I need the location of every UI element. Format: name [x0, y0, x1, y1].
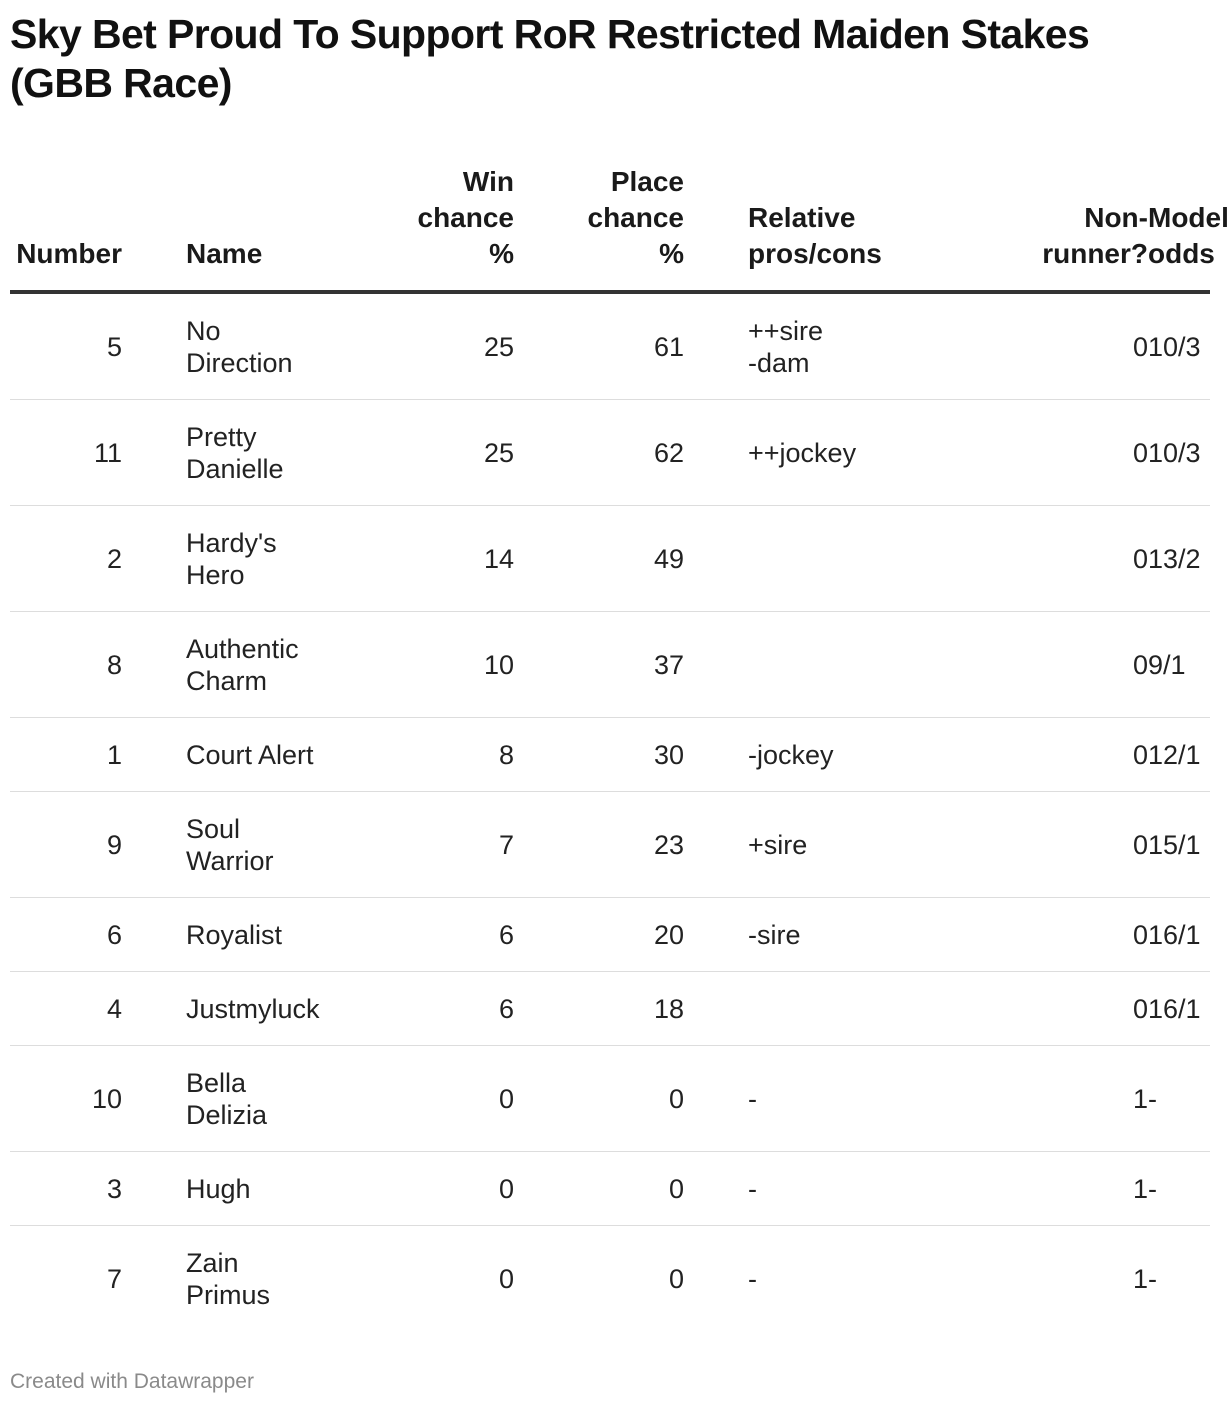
cell-place-chance: 0 [668, 1263, 684, 1294]
header-non-runner: Non- runner? [920, 164, 1148, 292]
cell-non-runner: 0 [920, 506, 1148, 612]
cell-pros-cons [748, 612, 920, 718]
cell-model-odds: 15/1 [1148, 792, 1210, 898]
cell-place-chance: 18 [514, 972, 684, 1046]
header-name: Name [186, 164, 344, 292]
cell-place-chance: 61 [514, 292, 684, 400]
table-row [10, 792, 1210, 898]
cell-number: 3 [10, 1152, 122, 1226]
cell-name: Bella Delizia [186, 1046, 344, 1152]
cell-pros-cons: +sire [748, 792, 920, 898]
cell-number: 7 [106, 1263, 122, 1294]
cell-non-runner: 0 [920, 718, 1148, 792]
header-model-odds: Model odds [1148, 164, 1210, 292]
cell-place-chance: 0 [514, 1046, 684, 1152]
cell-name: Hugh [186, 1152, 344, 1226]
cell-non-runner: 0 [920, 612, 1148, 718]
cell-number: 5 [10, 292, 122, 400]
table-row [10, 1152, 1210, 1226]
cell-non-runner: 0 [920, 972, 1148, 1046]
table-row [10, 972, 1210, 1046]
race-table [10, 164, 1229, 1331]
table-row [10, 506, 1210, 612]
cell-win-chance: 8 [344, 718, 514, 792]
cell-model-odds: 13/2 [1148, 506, 1210, 612]
cell-place-chance: 30 [514, 718, 684, 792]
cell-number: 6 [10, 898, 122, 972]
cell-win-chance: 25 [344, 292, 514, 400]
cell-non-runner: 1 [1132, 1263, 1148, 1294]
cell-name: Zain Primus [186, 1247, 271, 1310]
cell-number: 9 [10, 792, 122, 898]
header-number: Number [10, 164, 122, 292]
table-row [10, 1226, 1210, 1332]
table-row [10, 1046, 1210, 1152]
cell-pros-cons: ++sire -dam [748, 292, 920, 400]
cell-model-odds: - [1148, 1046, 1210, 1152]
table-row [10, 898, 1210, 972]
cell-pros-cons: -jockey [748, 718, 920, 792]
cell-non-runner: 1 [920, 1046, 1148, 1152]
cell-name: No Direction [186, 292, 344, 400]
cell-win-chance: 6 [344, 898, 514, 972]
cell-name: Royalist [186, 898, 344, 972]
cell-number: 10 [10, 1046, 122, 1152]
cell-non-runner: 1 [920, 1152, 1148, 1226]
cell-number: 11 [10, 400, 122, 506]
cell-win-chance: 0 [344, 1046, 514, 1152]
cell-non-runner: 0 [920, 292, 1148, 400]
cell-pros-cons: - [748, 1152, 920, 1226]
table-body [10, 292, 1210, 1331]
cell-number: 2 [10, 506, 122, 612]
cell-number: 8 [10, 612, 122, 718]
cell-win-chance: 25 [344, 400, 514, 506]
table-row [10, 718, 1210, 792]
attribution-footer: Created with Datawrapper [10, 1370, 254, 1393]
cell-name: Justmyluck [186, 972, 344, 1046]
cell-win-chance: 7 [344, 792, 514, 898]
cell-place-chance: 62 [514, 400, 684, 506]
cell-place-chance: 0 [514, 1152, 684, 1226]
cell-model-odds: - [1148, 1152, 1210, 1226]
cell-model-odds: 10/3 [1148, 292, 1210, 400]
cell-model-odds: - [1148, 1263, 1157, 1294]
cell-place-chance: 37 [514, 612, 684, 718]
header-place-chance: Place chance % [514, 164, 684, 292]
cell-non-runner: 0 [920, 400, 1148, 506]
cell-pros-cons: - [748, 1263, 757, 1294]
table-row [10, 612, 1210, 718]
cell-non-runner: 0 [920, 898, 1148, 972]
cell-name: Court Alert [186, 718, 344, 792]
cell-name: Pretty Danielle [186, 400, 344, 506]
cell-non-runner: 0 [920, 792, 1148, 898]
cell-pros-cons: - [748, 1046, 920, 1152]
cell-model-odds: 10/3 [1148, 400, 1210, 506]
cell-number: 1 [10, 718, 122, 792]
cell-model-odds: 12/1 [1148, 718, 1210, 792]
header-win-chance: Win chance % [344, 164, 514, 292]
cell-win-chance: 10 [344, 612, 514, 718]
table-row [10, 292, 1210, 400]
cell-place-chance: 20 [514, 898, 684, 972]
cell-model-odds: 9/1 [1148, 612, 1210, 718]
header-pros-cons: Relative pros/cons [748, 164, 920, 292]
cell-pros-cons [748, 972, 920, 1046]
cell-pros-cons: -sire [748, 898, 920, 972]
cell-number: 4 [10, 972, 122, 1046]
chart-title: Sky Bet Proud To Support RoR Restricted Maiden Stakes (GBB Race) [10, 11, 1090, 106]
header-row [10, 164, 1210, 292]
cell-name: Hardy's Hero [186, 506, 344, 612]
cell-model-odds: 16/1 [1148, 898, 1210, 972]
cell-win-chance: 14 [344, 506, 514, 612]
cell-name: Soul Warrior [186, 792, 344, 898]
cell-win-chance: 0 [344, 1152, 514, 1226]
cell-place-chance: 23 [514, 792, 684, 898]
cell-pros-cons [748, 506, 920, 612]
cell-win-chance: 6 [344, 972, 514, 1046]
cell-win-chance: 0 [498, 1263, 514, 1294]
cell-model-odds: 16/1 [1148, 972, 1210, 1046]
cell-name: Authentic Charm [186, 612, 344, 718]
table-row [10, 400, 1210, 506]
cell-pros-cons: ++jockey [748, 400, 920, 506]
cell-place-chance: 49 [514, 506, 684, 612]
